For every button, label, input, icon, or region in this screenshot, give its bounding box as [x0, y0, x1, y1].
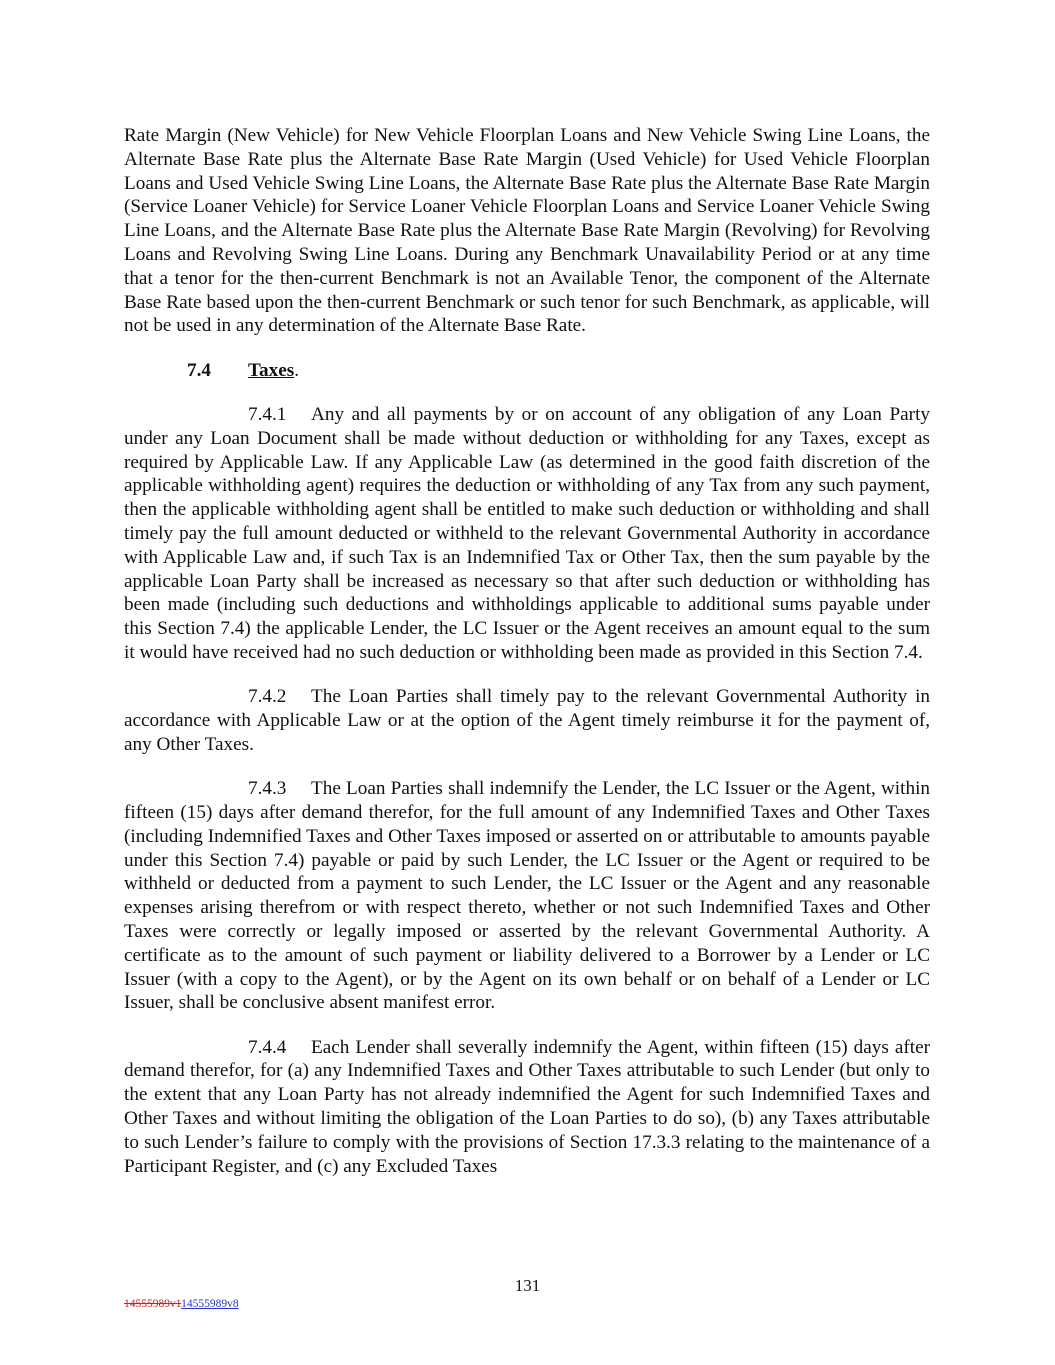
subsection-7-4-3	[124, 777, 930, 1015]
section-title-text: Taxes	[248, 359, 295, 381]
subsection-number: 7.4.1	[248, 403, 287, 425]
page-number: 131	[514, 1276, 541, 1295]
subsection-text: Any and all payments by or on account of any obligation of any Loan Party under any Loan Document shall be made without deduction or withholding for any Taxes, except as required by Applicable Law. If any Applicable Law (as determined in the good faith discretion of the applicable withholding agent) requires the deduction or withholding of any Tax from any such payment, then the applicable withholding agent shall be entitled to make such deduction or withholding and shall timely pay the full amount deducted or withheld to the relevant Governmental Authority in accordance with Applicable Law and, if such Tax is an Indemnified Tax or Other Tax, then the sum payable by the applicable Loan Party shall be increased as necessary so that after such deduction or withholding has been made (including such deductions and withholdings applicable to additional sums payable under this Section 7.4) the applicable Lender, the LC Issuer or the Agent receives an amount equal to the sum it would have received had no such deduction or withholding been made as provided in this Section 7.4.	[124, 403, 930, 663]
subsection-7-4-2	[124, 685, 930, 756]
section-number: 7.4	[187, 359, 211, 381]
subsection-text: The Loan Parties shall indemnify the Lender, the LC Issuer or the Agent, within fifteen (15) days after demand therefor, for the full amount of any Indemnified Taxes and Other Taxes (including Indemnified Taxes and Other Taxes imposed or asserted on or attributable to amounts payable under this Section 7.4) payable or paid by such Lender, the LC Issuer or the Agent or required to be withheld or deducted from a payment to such Lender, the LC Issuer or the Agent and any reasonable expenses arising therefrom or with respect thereto, whether or not such Indemnified Taxes and Other Taxes were correctly or legally imposed or asserted by the relevant Governmental Authority. A certificate as to the amount of such payment or liability delivered to a Borrower by a Lender or LC Issuer (with a copy to the Agent), or by the Agent on its own behalf or on behalf of a Lender or LC Issuer, shall be conclusive absent manifest error.	[124, 778, 930, 1014]
document-id-deleted: 14555989v1	[124, 1298, 182, 1310]
subsection-number: 7.4.3	[248, 778, 287, 800]
document-body	[124, 124, 930, 1199]
document-id-inserted: 14555989v8	[181, 1298, 239, 1310]
subsection-7-4-4	[124, 1036, 930, 1179]
subsection-text: The Loan Parties shall timely pay to the relevant Governmental Authority in accordance with Applicable Law or at the option of the Agent timely reimburse it for the payment of, any Other Taxes.	[124, 686, 930, 755]
section-heading	[124, 359, 930, 383]
continuation-paragraph: Rate Margin (New Vehicle) for New Vehicle Floorplan Loans and New Vehicle Swing Line Loans, the Alternate Base Rate plus the Alternate Base Rate Margin (Used Vehicle) for Used Vehicle Floorplan Loans and Used Vehicle Swing Line Loans, the Alternate Base Rate plus the Alternate Base Rate Margin (Service Loaner Vehicle) for Service Loaner Vehicle Floorplan Loans and Service Loaner Vehicle Swing Line Loans, and the Alternate Base Rate plus the Alternate Base Rate Margin (Revolving) for Revolving Loans and Revolving Swing Line Loans. During any Benchmark Unavailability Period or at any time that a tenor for the then-current Benchmark is not an Available Tenor, the component of the Alternate Base Rate based upon the then-current Benchmark or such tenor for such Benchmark, as applicable, will not be used in any determination of the Alternate Base Rate.	[124, 125, 930, 337]
subsection-number: 7.4.2	[248, 686, 287, 708]
document-id	[124, 1298, 239, 1310]
subsection-7-4-1	[124, 403, 930, 665]
section-title-punctuation: .	[294, 359, 300, 381]
subsection-text: Each Lender shall severally indemnify the Agent, within fifteen (15) days after demand therefor, for (a) any Indemnified Taxes and Other Taxes attributable to such Lender (but only to the extent that any Loan Party has not already indemnified the Agent for such Indemnified Taxes and Other Taxes and without limiting the obligation of the Loan Parties to do so), (b) any Taxes attributable to such Lender’s failure to comply with the provisions of Section 17.3.3 relating to the maintenance of a Participant Register, and (c) any Excluded Taxes	[124, 1036, 930, 1177]
section-title	[248, 359, 299, 383]
subsection-number: 7.4.4	[248, 1036, 287, 1058]
